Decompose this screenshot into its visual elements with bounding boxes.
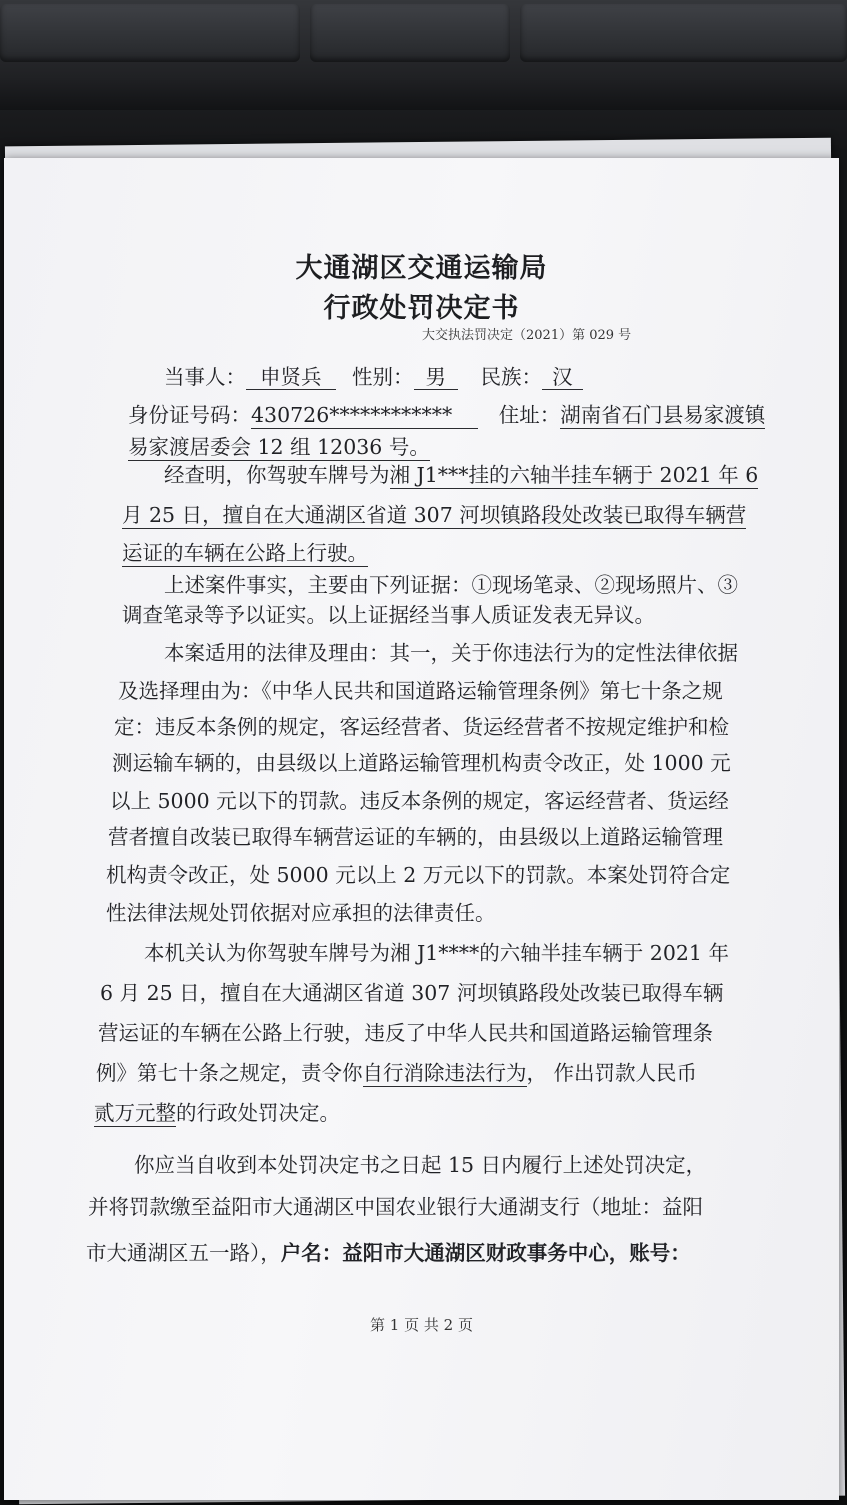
- keyboard-key: [520, 4, 847, 62]
- facts-line-1: [164, 458, 758, 488]
- document-type-title: 行政处罚决定书: [323, 293, 520, 324]
- party-name-label: 当事人：: [164, 365, 246, 389]
- decision-text: 例》第七十条之规定，责令你: [96, 1061, 363, 1085]
- id-number: 430726************: [251, 403, 478, 429]
- payment-line-3: [86, 1236, 691, 1266]
- law-line-3: 定：违反本条例的规定，客运经营者、货运经营者不按规定维护和检: [114, 715, 729, 739]
- payment-account-info: 户名：益阳市大通湖区财政事务中心，账号：: [280, 1241, 691, 1265]
- facts-text: 经查明，你驾驶车牌号为: [164, 463, 390, 487]
- party-line-2: [128, 398, 765, 428]
- law-line-5: 以上 5000 元以下的罚款。违反本条例的规定，客运经营者、货运经: [110, 789, 729, 813]
- decision-line-1: 本机关认为你驾驶车牌号为湘 J1****的六轴半挂车辆于 2021 年: [144, 941, 729, 965]
- address-label: 住址：: [498, 403, 561, 427]
- party-line-3: [128, 430, 430, 460]
- law-line-7: 机构责令改正，处 5000 元以上 2 万元以下的罚款。本案处罚符合定: [106, 863, 731, 887]
- address-line-2: 易家渡居委会 12 组 12036 号。: [128, 435, 430, 459]
- facts-underlined: 湘 J1***挂的六轴半挂车辆于 2021 年 6: [389, 463, 759, 487]
- payment-line-2: 并将罚款缴至益阳市大通湖区中国农业银行大通湖支行（地址：益阳: [88, 1195, 703, 1219]
- gender-value: 男: [414, 365, 459, 390]
- party-line-1: [164, 360, 583, 390]
- decision-line-3: 营运证的车辆在公路上行驶，违反了中华人民共和国道路运输管理条: [98, 1021, 713, 1045]
- decision-line-2: 6 月 25 日，擅自在大通湖区省道 307 河坝镇路段处改装已取得车辆: [100, 981, 724, 1005]
- facts-underlined: 月 25 日，擅自在大通湖区省道 307 河坝镇路段处改装已取得车辆营: [122, 503, 747, 527]
- id-label: 身份证号码：: [128, 403, 251, 427]
- evidence-line-2: 调查笔录等予以证实。以上证据经当事人质证发表无异议。: [122, 603, 655, 627]
- keyboard-edge: [0, 0, 847, 110]
- address-line-1: 湖南省石门县易家渡镇: [560, 403, 766, 427]
- keyboard-key: [0, 4, 300, 62]
- law-line-1: 本案适用的法律及理由：其一，关于你违法行为的定性法律依据: [164, 641, 738, 665]
- gender-label: 性别：: [352, 365, 414, 389]
- evidence-line-1: 上述案件事实，主要由下列证据：①现场笔录、②现场照片、③: [164, 573, 738, 597]
- agency-title: 大通湖区交通运输局: [295, 253, 548, 284]
- decision-text: ， 作出罚款人民币: [526, 1061, 698, 1085]
- decision-underlined: 自行消除违法行为: [362, 1061, 527, 1085]
- party-name: 申贤兵: [246, 365, 336, 390]
- law-line-4: 测运输车辆的，由县级以上道路运输管理机构责令改正，处 1000 元: [112, 751, 731, 775]
- law-line-8: 性法律法规处罚依据对应承担的法律责任。: [106, 901, 496, 925]
- decision-text: 的行政处罚决定。: [176, 1101, 340, 1125]
- ethnicity-label: 民族：: [480, 365, 543, 389]
- fine-amount: 贰万元整: [94, 1101, 176, 1125]
- facts-underlined: 运证的车辆在公路上行驶。: [122, 541, 368, 565]
- page-number: 第 1 页 共 2 页: [370, 1316, 473, 1334]
- law-line-6: 营者擅自改装已取得车辆营运证的车辆的，由县级以上道路运输管理: [108, 825, 723, 849]
- facts-line-3: [122, 536, 368, 566]
- document-number: 大交执法罚决定（2021）第 029 号: [422, 328, 632, 343]
- document-page: [4, 158, 839, 1500]
- facts-line-2: [122, 498, 746, 528]
- decision-line-4: [96, 1056, 697, 1086]
- decision-line-5: [94, 1096, 340, 1126]
- law-line-2: 及选择理由为：《中华人民共和国道路运输管理条例》第七十条之规: [118, 679, 723, 703]
- payment-text: 市大通湖区五一路），: [86, 1241, 281, 1265]
- ethnicity-value: 汉: [542, 365, 583, 390]
- payment-line-1: 你应当自收到本处罚决定书之日起 15 日内履行上述处罚决定，: [134, 1153, 707, 1177]
- keyboard-key: [310, 4, 510, 62]
